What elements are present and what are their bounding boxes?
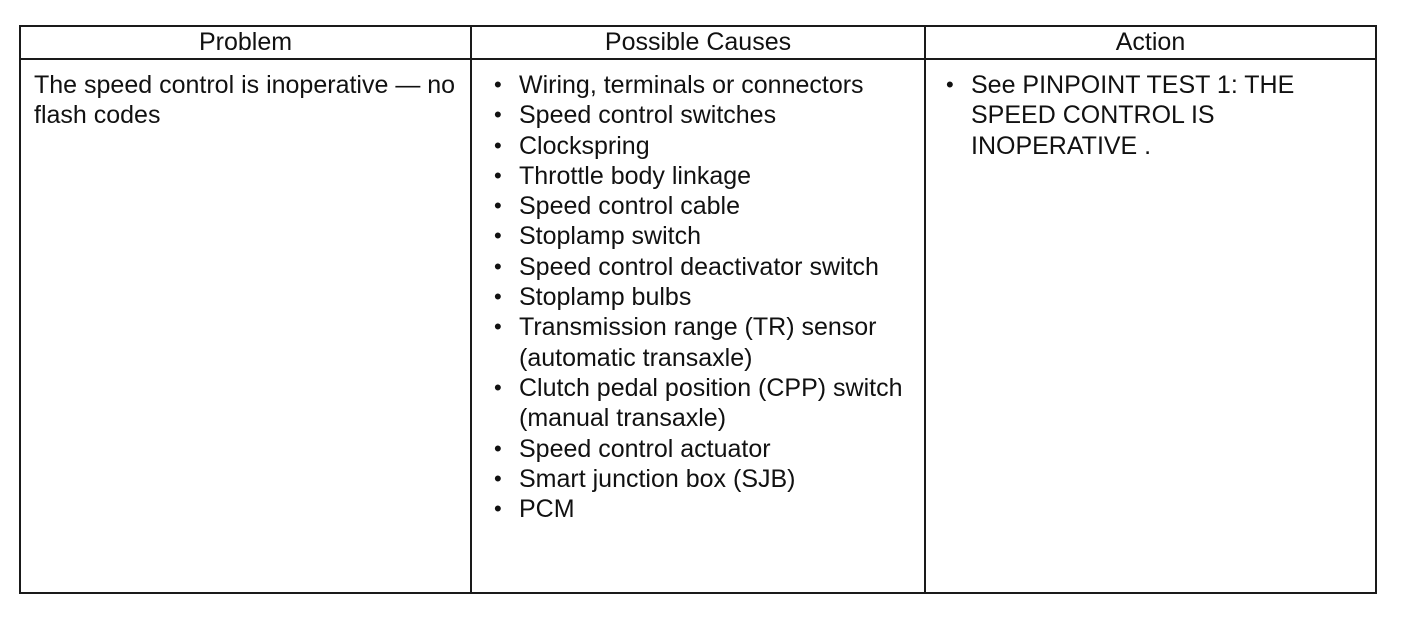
diagnosis-table — [19, 25, 1377, 594]
cause-item — [491, 70, 915, 100]
header-action: Action — [925, 26, 1376, 59]
bullet-icon: • — [494, 102, 502, 128]
cause-text: Transmission range (TR) sensor (automatic transaxle) — [519, 313, 877, 372]
cause-text: Speed control switches — [519, 101, 777, 130]
cause-item — [491, 221, 915, 251]
cause-text: Clutch pedal position (CPP) switch (manual transaxle) — [519, 373, 903, 433]
cause-item — [491, 131, 915, 161]
cause-item — [491, 100, 915, 130]
bullet-icon: • — [494, 193, 502, 219]
action-item — [943, 70, 1366, 161]
causes-cell — [471, 59, 925, 593]
cause-item — [491, 312, 915, 373]
problem-cell — [20, 59, 471, 593]
bullet-icon: • — [494, 496, 502, 522]
cause-text: Throttle body linkage — [519, 161, 752, 190]
causes-list — [473, 61, 923, 524]
bullet-icon: • — [946, 72, 954, 97]
cause-item — [491, 191, 915, 221]
cause-text: PCM — [519, 495, 575, 524]
bullet-icon: • — [494, 284, 502, 310]
cause-text: Speed control deactivator switch — [519, 252, 879, 281]
action-text: See PINPOINT TEST 1: THE SPEED CONTROL IS INOPERATIVE . — [971, 71, 1295, 160]
cause-text: Speed control cable — [519, 192, 740, 221]
cause-item — [491, 373, 915, 434]
cause-item — [491, 464, 915, 494]
cause-text: Speed control actuator — [519, 434, 771, 463]
header-problem: Problem — [20, 26, 471, 59]
cause-item — [491, 161, 915, 191]
table-row — [20, 59, 1376, 593]
cause-item — [491, 282, 915, 312]
header-row — [20, 26, 1376, 59]
cause-text: Smart junction box (SJB) — [519, 464, 796, 493]
bullet-icon: • — [494, 223, 502, 249]
cause-text: Clockspring — [519, 131, 650, 160]
bullet-icon: • — [494, 314, 502, 340]
header-possible-causes: Possible Causes — [471, 26, 925, 59]
cause-item — [491, 434, 915, 464]
cause-item — [491, 494, 915, 524]
bullet-icon: • — [494, 253, 502, 279]
cause-text: Stoplamp bulbs — [519, 283, 692, 312]
cause-item — [491, 252, 915, 282]
bullet-icon: • — [494, 132, 502, 158]
bullet-icon: • — [494, 72, 502, 97]
action-cell — [925, 59, 1376, 593]
problem-text: The speed control is inoperative — no flash codes — [34, 71, 456, 130]
bullet-icon: • — [494, 374, 502, 400]
cause-text: Wiring, terminals or connectors — [519, 71, 864, 99]
action-list — [927, 61, 1374, 161]
bullet-icon: • — [494, 162, 502, 188]
bullet-icon: • — [494, 465, 502, 491]
bullet-icon: • — [494, 435, 502, 461]
cause-text: Stoplamp switch — [519, 222, 702, 251]
